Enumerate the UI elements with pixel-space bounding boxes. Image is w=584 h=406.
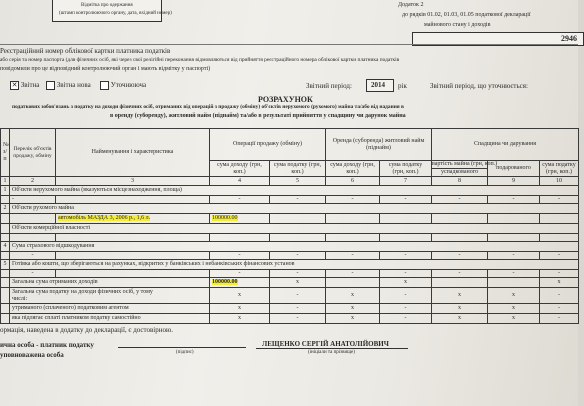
vehicle-income bbox=[210, 214, 270, 224]
table-row bbox=[1, 214, 579, 224]
subheader-property-value-label: вартість майна (грн, коп.) bbox=[432, 161, 498, 167]
row-label: Сума страхового відшкодування bbox=[10, 242, 579, 252]
cell-dash: - bbox=[380, 270, 432, 278]
table-row bbox=[1, 196, 579, 204]
cell-dash: - bbox=[540, 304, 579, 314]
total-income-label: Загальна сума отриманих доходів bbox=[10, 278, 210, 288]
table-row bbox=[1, 260, 579, 270]
col-num-3: 3 bbox=[56, 177, 210, 186]
total-tax-label-2: числі: bbox=[12, 295, 28, 302]
year-value: 2014 bbox=[371, 81, 385, 89]
table-row bbox=[1, 242, 579, 252]
cell-dash: - bbox=[10, 270, 56, 278]
total-income-cell bbox=[210, 278, 270, 288]
header-rent: Оренда (суборенда) житловий найм (піднайм) bbox=[326, 129, 432, 161]
appendix-title: Додаток 2 bbox=[398, 2, 424, 8]
col-num-9: 9 bbox=[488, 177, 540, 186]
header-inherit: Спадщина чи дарування bbox=[432, 129, 579, 161]
row-num: 1 bbox=[1, 186, 10, 196]
cell-dash: - bbox=[380, 288, 432, 304]
row-num: 2 bbox=[1, 204, 10, 214]
header-name-char: Найменування і характеристика bbox=[56, 129, 210, 177]
subheader-tax-sale: сума податку (грн, коп.) bbox=[270, 161, 326, 177]
col-num-6: 6 bbox=[326, 177, 380, 186]
cell-x: x bbox=[540, 278, 579, 288]
registration-label-2: або серія та номер паспорта (для фізичних осіб, які через свої релігійні переконання відмовляються від прийняття реєстраційного номера облікової картки платника податків bbox=[0, 57, 400, 63]
cell-dash: - bbox=[10, 196, 56, 204]
cell-dash: - bbox=[540, 288, 579, 304]
row-num: 4 bbox=[1, 242, 10, 252]
subheader-inherited: успадкованого bbox=[432, 168, 487, 176]
cell-dash: - bbox=[432, 270, 488, 278]
row-num: 5 bbox=[1, 260, 10, 270]
table-row bbox=[1, 234, 579, 242]
table-row bbox=[1, 288, 579, 304]
cell-dash: - bbox=[270, 270, 326, 278]
appendix-line-1: до рядків 01.02, 01.03, 01.05 податкової декларації bbox=[402, 12, 531, 18]
row-label: Об'єкти комерційної власності bbox=[10, 224, 579, 234]
cell-x: x bbox=[326, 304, 380, 314]
cell-dash: - bbox=[270, 252, 326, 260]
subheader-property-value bbox=[432, 161, 498, 177]
cell-x: x bbox=[210, 314, 270, 324]
signer-taxpayer: ична особа - платник податку bbox=[0, 341, 94, 349]
vehicle-income-value: 100000.00 bbox=[212, 215, 238, 221]
header-sale: Операції продажу (обміну) bbox=[210, 129, 326, 161]
cell-dash: - bbox=[210, 252, 270, 260]
cell-dash: - bbox=[488, 196, 540, 204]
cell-dash: - bbox=[270, 304, 326, 314]
cell-x: x bbox=[432, 314, 488, 324]
header-num: № з/п bbox=[1, 129, 10, 177]
cell-x: x bbox=[488, 304, 540, 314]
subheader-gifted: подарованого bbox=[488, 161, 540, 177]
receipt-note: Відмітка про одержання bbox=[81, 3, 133, 8]
registration-label-3: повідомили про це відповідний контролюючий орган і мають відмітку у паспорті) bbox=[0, 66, 211, 72]
name-caption: (ініціали та прізвище) bbox=[308, 350, 355, 355]
col-num-10: 10 bbox=[540, 177, 579, 186]
cell-x: x bbox=[488, 288, 540, 304]
calculation-table bbox=[0, 128, 579, 324]
total-tax-label bbox=[10, 288, 210, 304]
cell-dash: - bbox=[380, 314, 432, 324]
cell-dash: - bbox=[488, 270, 540, 278]
col-num-5: 5 bbox=[270, 177, 326, 186]
year-suffix: рік bbox=[398, 82, 407, 90]
cell-x: x bbox=[488, 314, 540, 324]
vehicle-description bbox=[56, 214, 210, 224]
table-row bbox=[1, 224, 579, 234]
checkbox-reporting[interactable]: ✕ bbox=[11, 81, 18, 89]
report-type-new bbox=[46, 81, 91, 90]
total-tax-label-1: Загальна сума податку на доходи фізичних осіб, у тому bbox=[12, 288, 153, 295]
row-label: Готівка або кошти, що зберігаються на рахунках, відкритих у банківських і небанківських фінансових установ bbox=[10, 260, 579, 270]
form-subtitle-1: податкових зобов'язань з податку на доходи фізичних осіб, отриманих від операцій з продажу (обміну) об'єктів нерухомого (рухомого) майна та/або від надання в bbox=[12, 104, 404, 110]
col-num-1: 1 bbox=[1, 177, 10, 186]
cell-x: x bbox=[270, 278, 326, 288]
label-reporting: Звітна bbox=[20, 81, 40, 90]
report-type-clarify bbox=[100, 81, 146, 90]
table-row bbox=[1, 304, 579, 314]
cell-x: x bbox=[326, 288, 380, 304]
registration-label: Реєстраційний номер облікової картки платника податків bbox=[0, 47, 171, 55]
cell-dash: - bbox=[432, 196, 488, 204]
cell-dash: - bbox=[210, 196, 270, 204]
clarified-period-label: Звітний період, що уточнюється: bbox=[430, 82, 528, 90]
cell-dash: - bbox=[210, 270, 270, 278]
form-subtitle-2: в оренду (суборенду), житловий найм (піднайм) та/або в результаті прийняття у спадщину чи дарунок майна bbox=[110, 113, 406, 119]
col-num-2: 2 bbox=[10, 177, 56, 186]
cell-dash: - bbox=[326, 270, 380, 278]
attestation-text: ормація, наведена в додатку до декларації, є достовірною. bbox=[0, 326, 173, 334]
table-row bbox=[1, 314, 579, 324]
year-box bbox=[366, 79, 394, 92]
cell-dash: - bbox=[540, 252, 579, 260]
cell-x: x bbox=[380, 278, 432, 288]
subheader-tax-inherit: сума податку (грн, коп.) bbox=[540, 161, 579, 177]
label-clarifying: Уточнююча bbox=[110, 81, 147, 90]
col-num-8: 8 bbox=[432, 177, 488, 186]
signature-caption: (підпис) bbox=[176, 350, 194, 355]
cell-x: x bbox=[432, 304, 488, 314]
receipt-note-caption: (штамп контролюючого органу, дата, вхідний номер) bbox=[59, 11, 172, 16]
cell-dash: - bbox=[540, 314, 579, 324]
cell-dash: - bbox=[326, 252, 380, 260]
signer-authorized: уповноважена особа bbox=[0, 351, 64, 359]
header-object-list: Перелік об'єктів продажу, обміну bbox=[10, 129, 56, 177]
cell-dash: - bbox=[270, 196, 326, 204]
cell-x: x bbox=[326, 314, 380, 324]
period-label: Звітний період: bbox=[306, 82, 352, 90]
cell-x: x bbox=[432, 288, 488, 304]
table-header-row bbox=[1, 129, 579, 161]
cell-dash: - bbox=[380, 196, 432, 204]
cell-x: x bbox=[210, 288, 270, 304]
table-row bbox=[1, 270, 579, 278]
receipt-stamp-box bbox=[52, 0, 172, 22]
cell-dash: - bbox=[540, 196, 579, 204]
cell-dash: - bbox=[326, 196, 380, 204]
column-number-row bbox=[1, 177, 579, 186]
cell-dash: - bbox=[10, 252, 56, 260]
signer-name: ЛЕЩЕНКО СЕРГІЙ АНАТОЛІЙОВИЧ bbox=[262, 340, 389, 348]
cell-dash: - bbox=[270, 314, 326, 324]
cell-dash: - bbox=[432, 252, 488, 260]
checkbox-reporting-new[interactable] bbox=[46, 81, 55, 90]
col-num-4: 4 bbox=[210, 177, 270, 186]
registration-number-value: 2946 bbox=[561, 34, 577, 43]
cell-dash: - bbox=[540, 270, 579, 278]
checkbox-clarifying[interactable] bbox=[100, 81, 109, 90]
cell-dash: - bbox=[488, 252, 540, 260]
cell-dash: - bbox=[380, 252, 432, 260]
vehicle-description-text: автомобіль МАЗДА 3, 2006 р., 1,6 л. bbox=[58, 215, 151, 221]
total-income-value: 100000.00 bbox=[212, 279, 238, 285]
appendix-line-2: майнового стану і доходів bbox=[424, 22, 491, 28]
table-row bbox=[1, 186, 579, 196]
subheader-income-sale: сума доходу (грн, коп.) bbox=[210, 161, 270, 177]
form-title: РОЗРАХУНОК bbox=[258, 95, 313, 104]
name-line bbox=[256, 348, 408, 349]
table-row bbox=[1, 252, 579, 260]
subheader-income-rent: сума доходу (грн, коп.) bbox=[326, 161, 380, 177]
signature-line bbox=[118, 347, 246, 348]
separator-line bbox=[0, 44, 578, 45]
row-label: Об'єкти рухомого майна bbox=[10, 204, 579, 214]
col-num-7: 7 bbox=[380, 177, 432, 186]
label-reporting-new: Звітна нова bbox=[56, 81, 91, 90]
cell-x: x bbox=[210, 304, 270, 314]
table-row bbox=[1, 278, 579, 288]
withheld-label: утриманого (сплаченого) податковим агентом bbox=[10, 304, 210, 314]
cell-dash: - bbox=[380, 304, 432, 314]
cell-dash: - bbox=[270, 288, 326, 304]
report-type-row bbox=[10, 81, 39, 90]
subheader-tax-rent: сума податку (грн, коп.) bbox=[380, 161, 432, 177]
row-label: Об'єкти нерухомого майна (вказуються місцезнаходження, площа) bbox=[10, 186, 579, 196]
table-row bbox=[1, 204, 579, 214]
self-pay-label: яка підлягає сплаті платником податку самостійно bbox=[10, 314, 210, 324]
